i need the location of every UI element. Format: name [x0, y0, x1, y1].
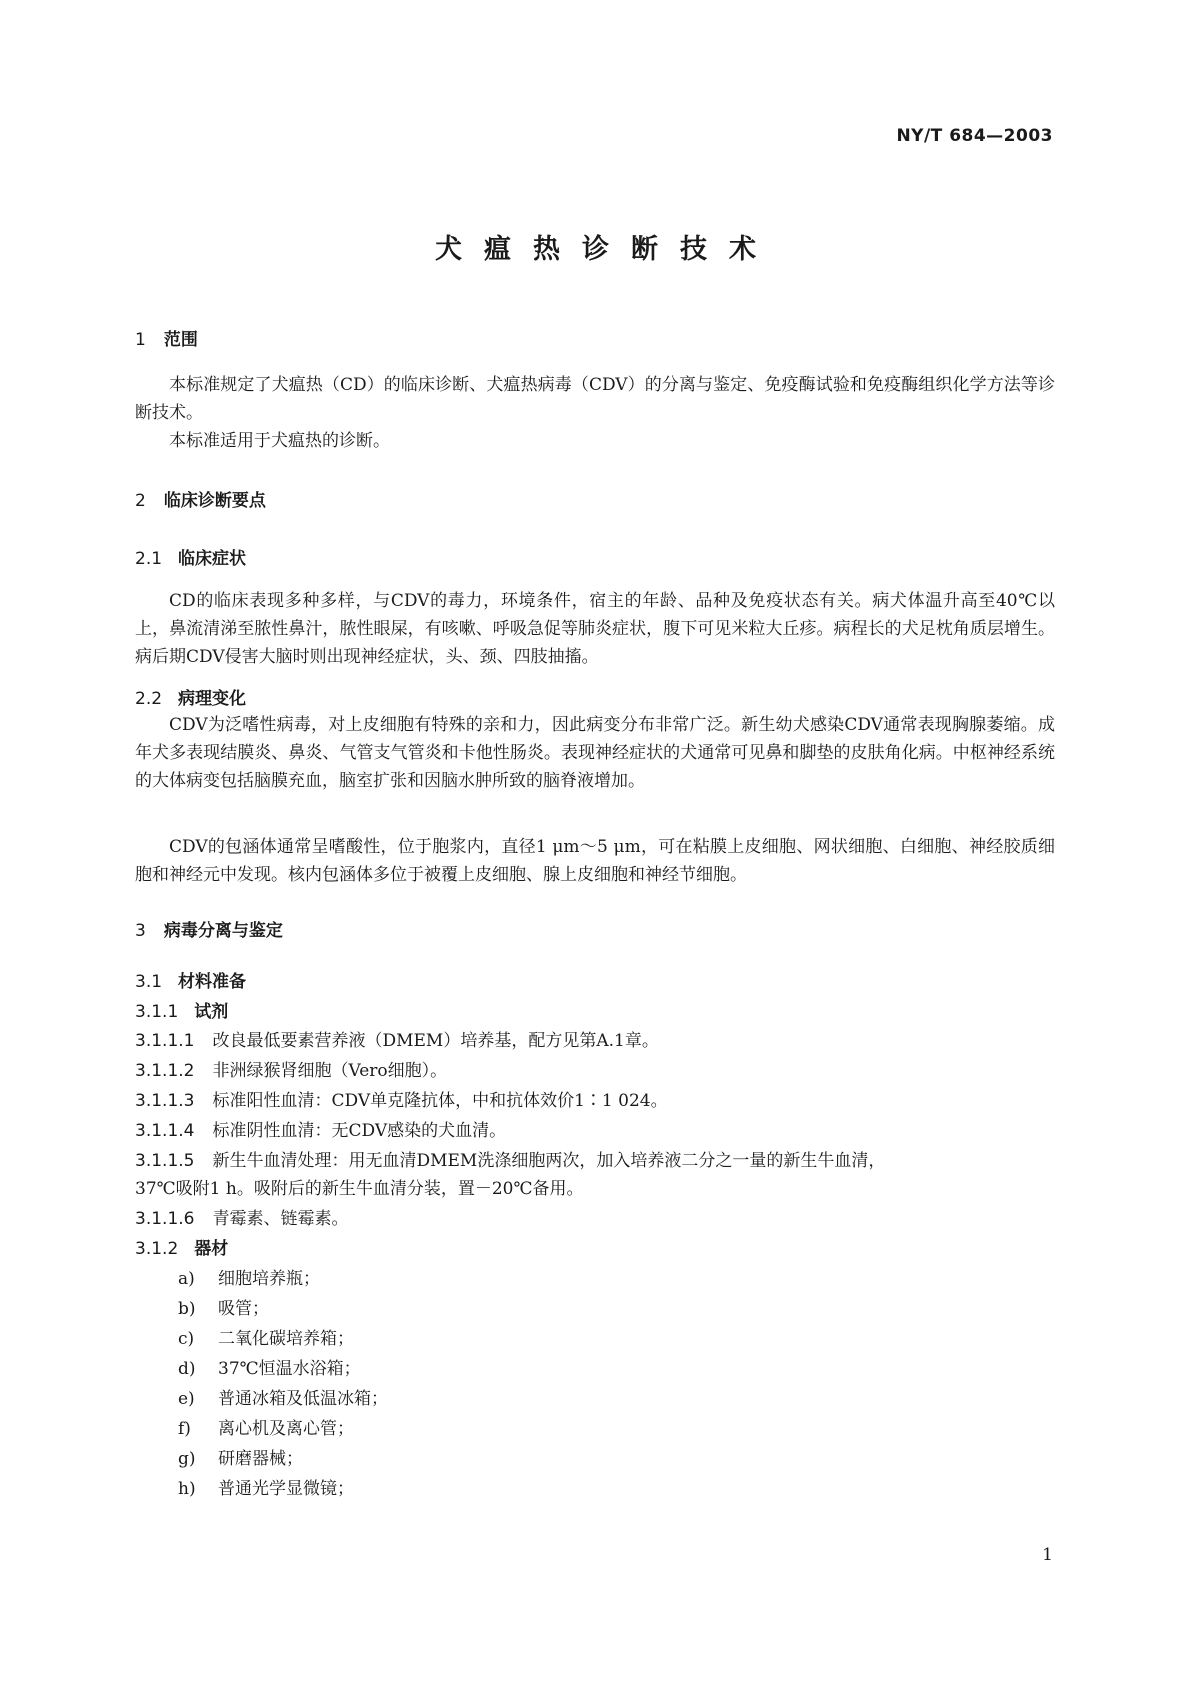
section-1-paragraph-2: 本标准适用于犬瘟热的诊断。 — [169, 431, 390, 451]
section-3-1-2-heading — [135, 1234, 228, 1259]
equipment-item — [178, 1324, 354, 1349]
section-number: 3.1.2 — [135, 1239, 179, 1259]
item-text: 二氧化碳培养箱； — [218, 1329, 354, 1349]
reagent-item — [135, 1086, 668, 1111]
reagent-item — [135, 1146, 885, 1171]
section-number: 2 — [135, 491, 146, 511]
section-title: 器材 — [194, 1239, 229, 1259]
list-marker: e) — [178, 1389, 195, 1409]
reagent-item — [135, 1204, 348, 1229]
section-2-1-paragraph: CD的临床表现多种多样，与CDV的毒力，环境条件，宿主的年龄、品种及免疫状态有关。病犬体温升高至40℃以上，鼻流清涕至脓性鼻汁，脓性眼屎，有咳嗽、呼吸急促等肺炎症状，腹下可见米粒大丘疹。病程长的犬足枕角质层增生。病后期CDV侵害大脑时则出现神经症状，头、颈、四肢抽搐。 — [135, 591, 1055, 667]
section-number: 3.1 — [135, 972, 163, 992]
item-text: 吸管； — [218, 1299, 269, 1319]
list-marker: d) — [178, 1359, 196, 1379]
section-title: 范围 — [163, 330, 198, 350]
section-2-2-paragraph-2: CDV的包涵体通常呈嗜酸性，位于胞浆内，直径1 μm～5 μm，可在粘膜上皮细胞、网状细胞、白细胞、神经胶质细胞和神经元中发现。核内包涵体多位于被覆上皮细胞、腺上皮细胞和神经节细胞。 — [135, 837, 1055, 885]
section-number: 3 — [135, 921, 146, 941]
section-number: 1 — [135, 330, 146, 350]
section-3-heading — [135, 916, 283, 941]
section-2-heading — [135, 486, 266, 511]
section-1-paragraph-1: 本标准规定了犬瘟热（CD）的临床诊断、犬瘟热病毒（CDV）的分离与鉴定、免疫酶试验和免疫酶组织化学方法等诊断技术。 — [135, 375, 1055, 423]
section-2-2-paragraph-1: CDV为泛嗜性病毒，对上皮细胞有特殊的亲和力，因此病变分布非常广泛。新生幼犬感染CDV通常表现胸腺萎缩。成年犬多表现结膜炎、鼻炎、气管支气管炎和卡他性肠炎。表现神经症状的犬通常可见鼻和脚垫的皮肤角化病。中枢神经系统的大体病变包括脑膜充血，脑室扩张和因脑水肿所致的脑脊液增加。 — [135, 715, 1055, 791]
item-text: 标准阳性血清：CDV单克隆抗体，中和抗体效价1∶1 024。 — [212, 1091, 668, 1111]
reagent-item — [135, 1026, 659, 1051]
item-text: 研磨器械； — [218, 1449, 303, 1469]
item-number: 3.1.1.5 — [135, 1151, 195, 1171]
equipment-item — [178, 1264, 320, 1289]
section-title: 临床症状 — [178, 549, 247, 569]
equipment-item — [178, 1444, 303, 1469]
equipment-item — [178, 1384, 388, 1409]
section-title: 试剂 — [194, 1002, 229, 1022]
section-3-1-heading — [135, 967, 246, 992]
item-text: 细胞培养瓶； — [218, 1269, 320, 1289]
page-number: 1 — [1042, 1545, 1053, 1565]
section-title: 临床诊断要点 — [163, 491, 266, 511]
section-1-heading — [135, 325, 198, 350]
item-number: 3.1.1.4 — [135, 1121, 195, 1141]
item-text: 青霉素、链霉素。 — [212, 1209, 349, 1229]
section-2-1-heading — [135, 544, 246, 569]
item-number: 3.1.1.1 — [135, 1031, 195, 1051]
section-2-2-heading — [135, 684, 246, 709]
reagent-item — [135, 1056, 447, 1081]
item-number: 3.1.1.3 — [135, 1091, 195, 1111]
item-text: 标准阴性血清：无CDV感染的犬血清。 — [212, 1121, 507, 1141]
equipment-item — [178, 1354, 361, 1379]
section-title: 病毒分离与鉴定 — [163, 921, 283, 941]
equipment-item — [178, 1414, 354, 1439]
standard-code: NY/T 684—2003 — [896, 126, 1053, 146]
equipment-item — [178, 1474, 354, 1499]
equipment-item — [178, 1294, 269, 1319]
item-text: 改良最低要素营养液（DMEM）培养基，配方见第A.1章。 — [212, 1031, 659, 1051]
list-marker: f) — [178, 1419, 191, 1439]
list-marker: g) — [178, 1449, 196, 1469]
item-text: 普通光学显微镜； — [218, 1479, 354, 1499]
section-3-1-1-heading — [135, 997, 228, 1022]
item-number: 3.1.1.2 — [135, 1061, 195, 1081]
section-number: 2.2 — [135, 689, 163, 709]
list-marker: c) — [178, 1329, 195, 1349]
item-text: 普通冰箱及低温冰箱； — [218, 1389, 388, 1409]
item-number: 3.1.1.6 — [135, 1209, 195, 1229]
list-marker: a) — [178, 1269, 195, 1289]
document-title: 犬瘟热诊断技术 — [435, 234, 778, 265]
section-number: 2.1 — [135, 549, 163, 569]
item-text: 37℃恒温水浴箱； — [218, 1359, 361, 1379]
section-title: 病理变化 — [178, 689, 247, 709]
list-marker: b) — [178, 1299, 196, 1319]
item-text: 非洲绿猴肾细胞（Vero细胞）。 — [212, 1061, 448, 1081]
reagent-item — [135, 1116, 506, 1141]
reagent-item-continuation: 37℃吸附1 h。吸附后的新生牛血清分装，置－20℃备用。 — [135, 1179, 584, 1199]
item-text: 离心机及离心管； — [218, 1419, 354, 1439]
list-marker: h) — [178, 1479, 196, 1499]
section-title: 材料准备 — [178, 972, 247, 992]
item-text: 新生牛血清处理：用无血清DMEM洗涤细胞两次，加入培养液二分之一量的新生牛血清， — [212, 1151, 886, 1171]
section-number: 3.1.1 — [135, 1002, 179, 1022]
